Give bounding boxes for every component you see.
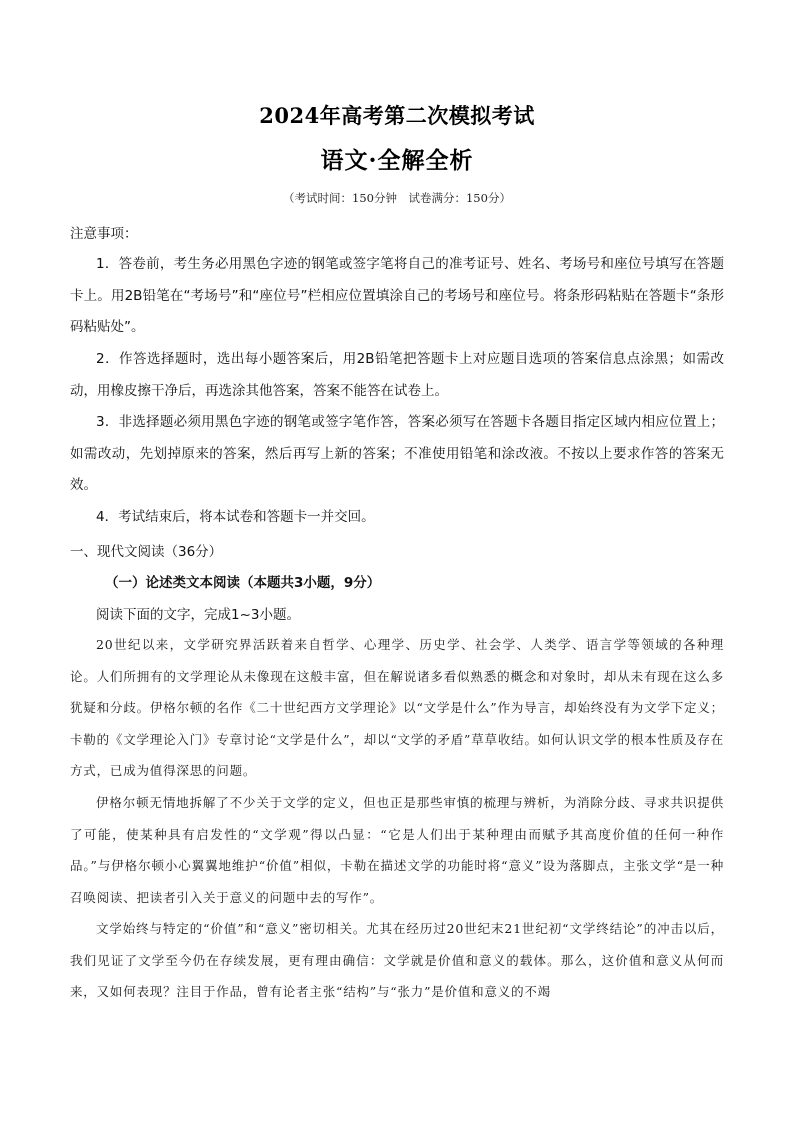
reading-instruction: 阅读下面的文字，完成1~3小题。 (96, 607, 300, 623)
notice-item-3: 3．非选择题必须用黑色字迹的钢笔或签字笔作答，答案必须写在答题卡各题目指定区域内相应位置上；如需改动，先划掉原来的答案，然后再写上新的答案；不准使用铅笔和涂改液。不按以上要求作答的答案无效。 (70, 414, 724, 493)
exam-subtitle: 语文·全解全析 (320, 147, 474, 174)
exam-title: 2024年高考第二次模拟考试 (259, 103, 535, 128)
notice-heading: 注意事项： (70, 226, 138, 242)
notice-item-1: 1．答卷前，考生务必用黑色字迹的钢笔或签字笔将自己的准考证号、姓名、考场号和座位号填写在答题卡上。用2B铅笔在“考场号”和“座位号”栏相应位置填涂自己的考场号和座位号。将条形码粘贴在答题卡“条形码粘贴处”。 (70, 256, 724, 335)
subsection-heading: （一）论述类文本阅读（本题共3小题，9分） (105, 575, 381, 591)
notice-item-4: 4．考试结束后，将本试卷和答题卡一并交回。 (96, 509, 375, 525)
passage-paragraph-3: 文学始终与特定的“价值”和“意义”密切相关。尤其在经历过20世纪末21世纪初“文学终结论”的冲击以后，我们见证了文学至今仍在存续发展，更有理由确信：文学就是价值和意义的载体。那么，这价值和意义从何而来，又如何表现？注目于作品，曾有论者主张“结构”与“张力”是价值和意义的不竭 (70, 921, 724, 999)
exam-info: （考试时间：150分钟 试卷满分：150分） (283, 191, 511, 205)
section-heading: 一、现代文阅读（36分） (70, 544, 223, 560)
passage-paragraph-1: 20世纪以来，文学研究界活跃着来自哲学、心理学、历史学、社会学、人类学、语言学等领域的各种理论。人们所拥有的文学理论从未像现在这般丰富，但在解说诸多看似熟悉的概念和对象时，却从未有现在这么多犹疑和分歧。伊格尔顿的名作《二十世纪西方文学理论》以“文学是什么”作为导言，却始终没有为文学下定义；卡勒的《文学理论入门》专章讨论“文学是什么”，却以“文学的矛盾”草草收结。如何认识文学的根本性质及存在方式，已成为值得深思的问题。 (70, 637, 724, 778)
notice-item-2: 2．作答选择题时，选出每小题答案后，用2B铅笔把答题卡上对应题目选项的答案信息点涂黑；如需改动，用橡皮擦干净后，再选涂其他答案，答案不能答在试卷上。 (70, 351, 724, 399)
passage-paragraph-2: 伊格尔顿无情地拆解了不少关于文学的定义，但也正是那些审慎的梳理与辨析，为消除分歧、寻求共识提供了可能，使某种具有启发性的“文学观”得以凸显：“它是人们出于某种理由而赋予其高度价值的任何一种作品。”与伊格尔顿小心翼翼地维护“价值”相似，卡勒在描述文学的功能时将“意义”设为落脚点，主张文学“是一种召唤阅读、把读者引入关于意义的问题中去的写作”。 (70, 795, 724, 905)
